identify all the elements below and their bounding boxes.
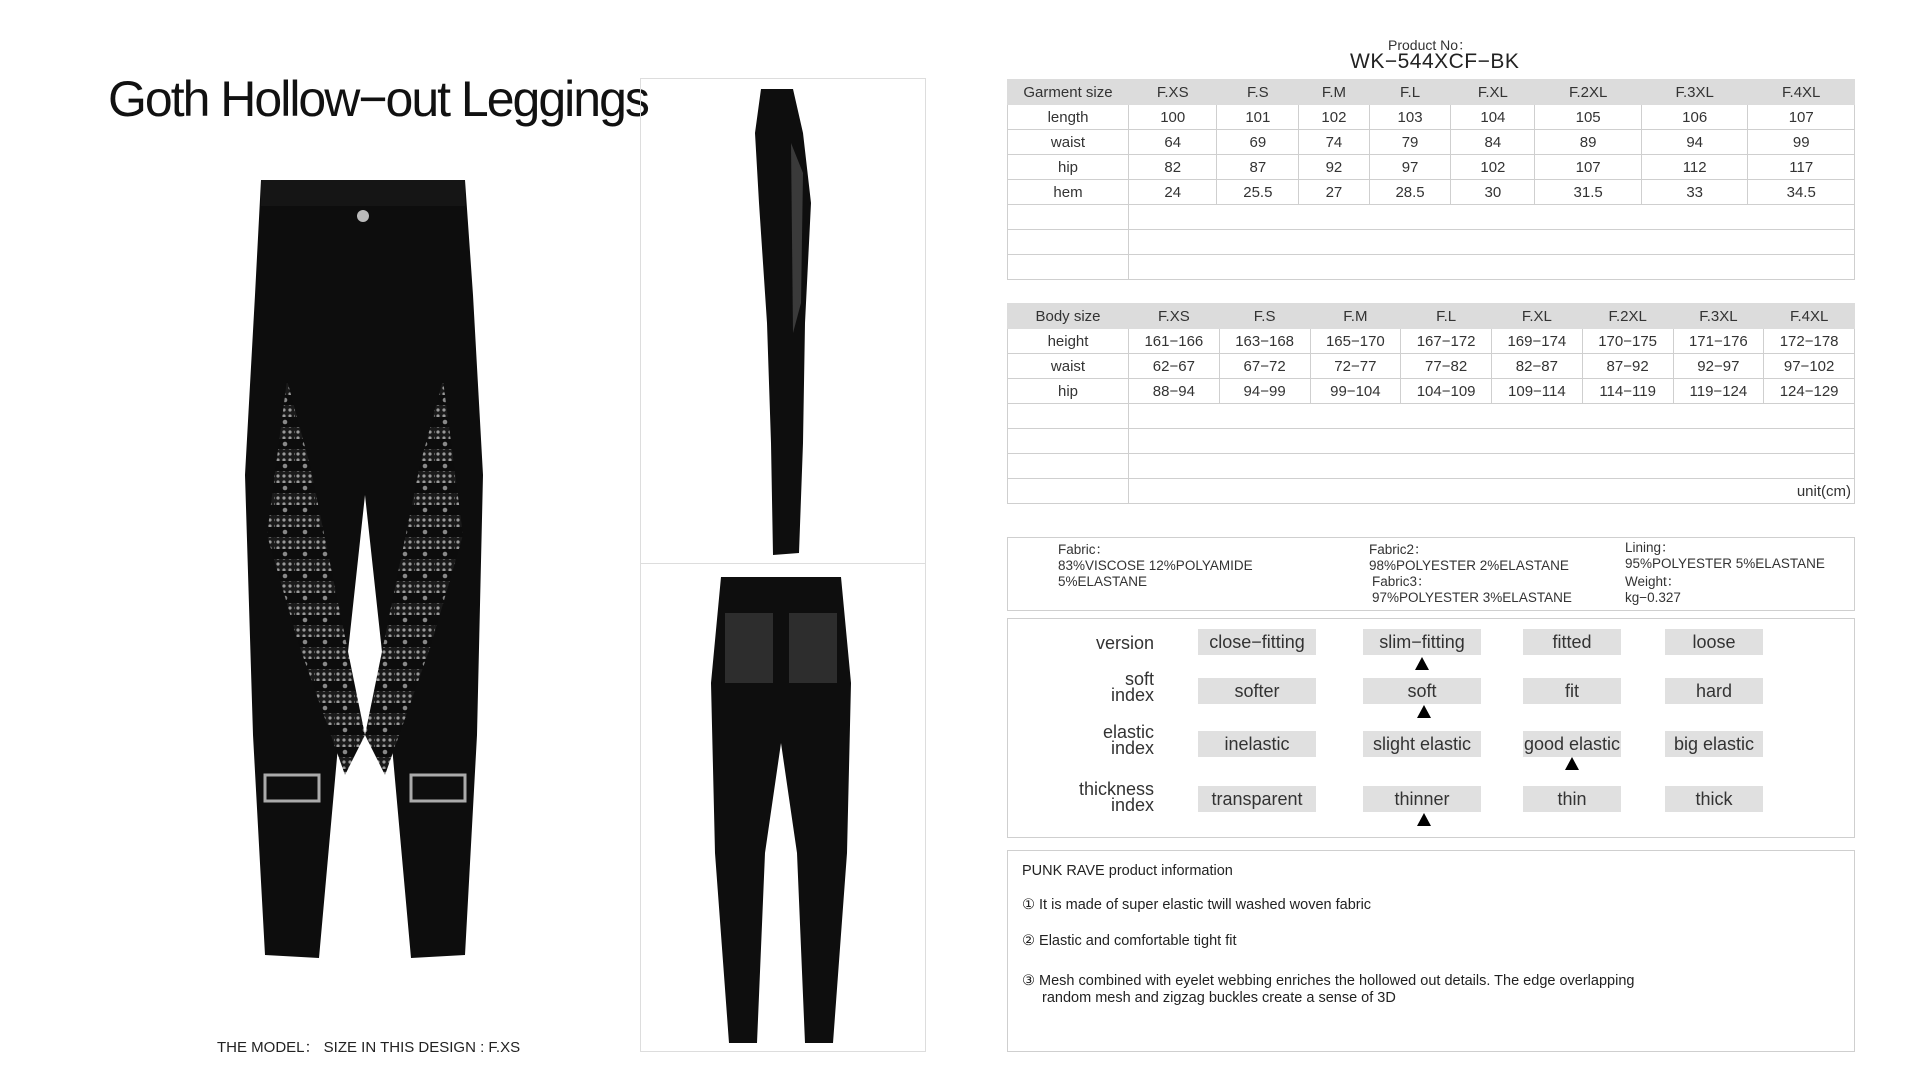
table-cell: 77−82 <box>1401 354 1492 379</box>
leggings-front-photo <box>215 175 515 1005</box>
table-cell: length <box>1008 105 1129 130</box>
fabric-value: 5%ELASTANE <box>1058 574 1148 589</box>
table-cell: 94−99 <box>1219 379 1310 404</box>
table-cell: 107 <box>1748 105 1855 130</box>
table-cell: 117 <box>1748 155 1855 180</box>
table-row-empty <box>1008 454 1855 479</box>
index-option: good elastic <box>1523 731 1621 757</box>
index-label-line: index <box>1110 795 1154 815</box>
table-cell: 99 <box>1748 130 1855 155</box>
table-row-empty <box>1008 255 1855 280</box>
table-cell: 24 <box>1129 180 1217 205</box>
table-header-cell: F.2XL <box>1582 304 1673 329</box>
table-cell <box>1129 255 1855 280</box>
table-cell: 89 <box>1535 130 1642 155</box>
table-cell: 79 <box>1369 130 1451 155</box>
table-row <box>1008 130 1855 155</box>
fabric2-value: 98%POLYESTER 2%ELASTANE <box>1369 558 1569 573</box>
table-cell: 27 <box>1299 180 1369 205</box>
table-cell <box>1129 230 1855 255</box>
table-cell: 99−104 <box>1310 379 1401 404</box>
table-cell <box>1008 205 1129 230</box>
table-header-cell: F.2XL <box>1535 80 1642 105</box>
table-header-cell: F.L <box>1369 80 1451 105</box>
table-header-cell: F.3XL <box>1641 80 1748 105</box>
leggings-side-photo <box>731 83 831 559</box>
table-cell: 109−114 <box>1492 379 1583 404</box>
index-option: slight elastic <box>1363 731 1481 757</box>
table-cell: 105 <box>1535 105 1642 130</box>
table-cell: 124−129 <box>1764 379 1855 404</box>
table-cell: hip <box>1008 155 1129 180</box>
index-option: slim−fitting <box>1363 629 1481 655</box>
table-cell: 97 <box>1369 155 1451 180</box>
product-title: Goth Hollow−out Leggings <box>108 71 648 127</box>
table-header-cell: F.S <box>1219 304 1310 329</box>
info-item: ① It is made of super elastic twill washed woven fabric <box>1022 897 1372 913</box>
table-cell: 25.5 <box>1217 180 1299 205</box>
table-cell: 171−176 <box>1673 329 1764 354</box>
info-heading: PUNK RAVE product information <box>1022 863 1233 879</box>
table-cell: 87−92 <box>1582 354 1673 379</box>
table-cell: hem <box>1008 180 1129 205</box>
table-header-cell: F.XS <box>1129 304 1220 329</box>
table-header-cell: F.M <box>1299 80 1369 105</box>
table-cell: 100 <box>1129 105 1217 130</box>
table-cell: 74 <box>1299 130 1369 155</box>
table-cell <box>1008 454 1129 479</box>
index-label <box>1079 781 1154 813</box>
table-cell <box>1129 404 1855 429</box>
fabric2-label: Fabric2： <box>1369 542 1428 557</box>
table-cell: 72−77 <box>1310 354 1401 379</box>
table-cell: 30 <box>1451 180 1535 205</box>
index-option: soft <box>1363 678 1481 704</box>
table-cell: 97−102 <box>1764 354 1855 379</box>
table-cell: 104 <box>1451 105 1535 130</box>
lining-value: 95%POLYESTER 5%ELASTANE <box>1625 556 1825 571</box>
index-option: fitted <box>1523 629 1621 655</box>
index-option: inelastic <box>1198 731 1316 757</box>
index-option: thick <box>1665 786 1763 812</box>
table-header-cell: F.4XL <box>1764 304 1855 329</box>
index-option: softer <box>1198 678 1316 704</box>
table-header-cell: F.M <box>1310 304 1401 329</box>
table-row-unit <box>1008 479 1855 504</box>
body-size-table <box>1007 303 1855 504</box>
table-row <box>1008 379 1855 404</box>
table-cell: 102 <box>1299 105 1369 130</box>
table-cell: 87 <box>1217 155 1299 180</box>
table-cell: 102 <box>1451 155 1535 180</box>
table-cell <box>1129 454 1855 479</box>
table-header-row <box>1008 80 1855 105</box>
table-cell: 84 <box>1451 130 1535 155</box>
table-header-cell: F.3XL <box>1673 304 1764 329</box>
leggings-back-photo <box>701 573 861 1043</box>
table-cell: 69 <box>1217 130 1299 155</box>
index-option: fit <box>1523 678 1621 704</box>
index-label-line: index <box>1110 685 1154 705</box>
table-cell: 161−166 <box>1129 329 1220 354</box>
table-row <box>1008 329 1855 354</box>
table-cell: 62−67 <box>1129 354 1220 379</box>
index-label-line: version <box>1095 633 1154 653</box>
table-row-empty <box>1008 230 1855 255</box>
table-cell: 101 <box>1217 105 1299 130</box>
info-item: ② Elastic and comfortable tight fit <box>1022 933 1237 949</box>
table-header-cell: Garment size <box>1008 80 1129 105</box>
table-cell: 112 <box>1641 155 1748 180</box>
table-cell <box>1008 479 1129 504</box>
index-label-line: elastic <box>1102 722 1154 742</box>
table-row <box>1008 105 1855 130</box>
table-cell: 64 <box>1129 130 1217 155</box>
alternate-views-panel <box>640 78 926 1052</box>
index-option: transparent <box>1198 786 1316 812</box>
table-cell: 82−87 <box>1492 354 1583 379</box>
index-label-line: index <box>1110 738 1154 758</box>
table-cell: 104−109 <box>1401 379 1492 404</box>
fabric-value: 83%VISCOSE 12%POLYAMIDE <box>1058 558 1253 573</box>
index-option: big elastic <box>1665 731 1763 757</box>
table-header-cell: F.XL <box>1451 80 1535 105</box>
selected-indicator-icon <box>1417 813 1431 826</box>
table-cell: 169−174 <box>1492 329 1583 354</box>
index-label <box>1111 671 1154 703</box>
model-size-note: THE MODEL： SIZE IN THIS DESIGN : F.XS <box>217 1039 521 1056</box>
unit-label: unit(cm) <box>1129 479 1855 504</box>
fabric3-value: 97%POLYESTER 3%ELASTANE <box>1372 590 1572 605</box>
table-cell: 92 <box>1299 155 1369 180</box>
index-label-line: soft <box>1124 669 1154 689</box>
table-row-empty <box>1008 205 1855 230</box>
table-cell: 88−94 <box>1129 379 1220 404</box>
index-option: thin <box>1523 786 1621 812</box>
table-cell: 106 <box>1641 105 1748 130</box>
fabric-composition-panel <box>1007 537 1855 611</box>
table-cell: 170−175 <box>1582 329 1673 354</box>
table-header-cell: F.XS <box>1129 80 1217 105</box>
selected-indicator-icon <box>1565 757 1579 770</box>
table-cell: height <box>1008 329 1129 354</box>
table-cell <box>1129 429 1855 454</box>
table-cell: 167−172 <box>1401 329 1492 354</box>
garment-size-table <box>1007 79 1855 280</box>
table-cell <box>1008 404 1129 429</box>
table-row-empty <box>1008 404 1855 429</box>
product-no-label: Product No： <box>1388 37 1473 53</box>
fabric3-label: Fabric3： <box>1372 574 1431 589</box>
table-cell: 103 <box>1369 105 1451 130</box>
index-option: loose <box>1665 629 1763 655</box>
index-label <box>1103 724 1154 756</box>
table-cell: 31.5 <box>1535 180 1642 205</box>
table-cell: 172−178 <box>1764 329 1855 354</box>
index-option: close−fitting <box>1198 629 1316 655</box>
table-cell: waist <box>1008 130 1129 155</box>
table-cell: 163−168 <box>1219 329 1310 354</box>
table-cell: 28.5 <box>1369 180 1451 205</box>
table-cell: 119−124 <box>1673 379 1764 404</box>
table-header-row <box>1008 304 1855 329</box>
table-row <box>1008 180 1855 205</box>
table-cell: 94 <box>1641 130 1748 155</box>
table-cell: 114−119 <box>1582 379 1673 404</box>
weight-label: Weight： <box>1625 574 1681 589</box>
table-header-cell: F.XL <box>1492 304 1583 329</box>
table-row <box>1008 155 1855 180</box>
index-option: hard <box>1665 678 1763 704</box>
table-row <box>1008 354 1855 379</box>
table-cell: 33 <box>1641 180 1748 205</box>
table-cell <box>1129 205 1855 230</box>
index-label-line: thickness <box>1078 779 1154 799</box>
table-cell: waist <box>1008 354 1129 379</box>
selected-indicator-icon <box>1417 705 1431 718</box>
table-cell: 67−72 <box>1219 354 1310 379</box>
selected-indicator-icon <box>1415 657 1429 670</box>
photo-divider <box>641 563 925 564</box>
table-row-empty <box>1008 429 1855 454</box>
table-cell: 92−97 <box>1673 354 1764 379</box>
table-header-cell: F.S <box>1217 80 1299 105</box>
table-header-cell: F.L <box>1401 304 1492 329</box>
table-header-cell: Body size <box>1008 304 1129 329</box>
fit-index-panel <box>1007 618 1855 838</box>
table-cell: 165−170 <box>1310 329 1401 354</box>
fabric-label: Fabric： <box>1058 542 1110 557</box>
table-cell: 82 <box>1129 155 1217 180</box>
info-item: ③ Mesh combined with eyelet webbing enriches the hollowed out details. The edge overlapping <box>1022 973 1635 989</box>
lining-label: Lining： <box>1625 540 1675 555</box>
product-number: WK−544XCF−BK <box>1350 50 1520 73</box>
table-cell <box>1008 255 1129 280</box>
info-item-continuation: random mesh and zigzag buckles create a sense of 3D <box>1042 990 1396 1006</box>
weight-value: kg−0.327 <box>1625 590 1681 605</box>
table-header-cell: F.4XL <box>1748 80 1855 105</box>
table-cell: 34.5 <box>1748 180 1855 205</box>
index-label <box>1096 635 1154 651</box>
product-info-panel <box>1007 850 1855 1052</box>
table-cell <box>1008 230 1129 255</box>
table-cell: 107 <box>1535 155 1642 180</box>
table-cell: hip <box>1008 379 1129 404</box>
table-cell <box>1008 429 1129 454</box>
index-option: thinner <box>1363 786 1481 812</box>
